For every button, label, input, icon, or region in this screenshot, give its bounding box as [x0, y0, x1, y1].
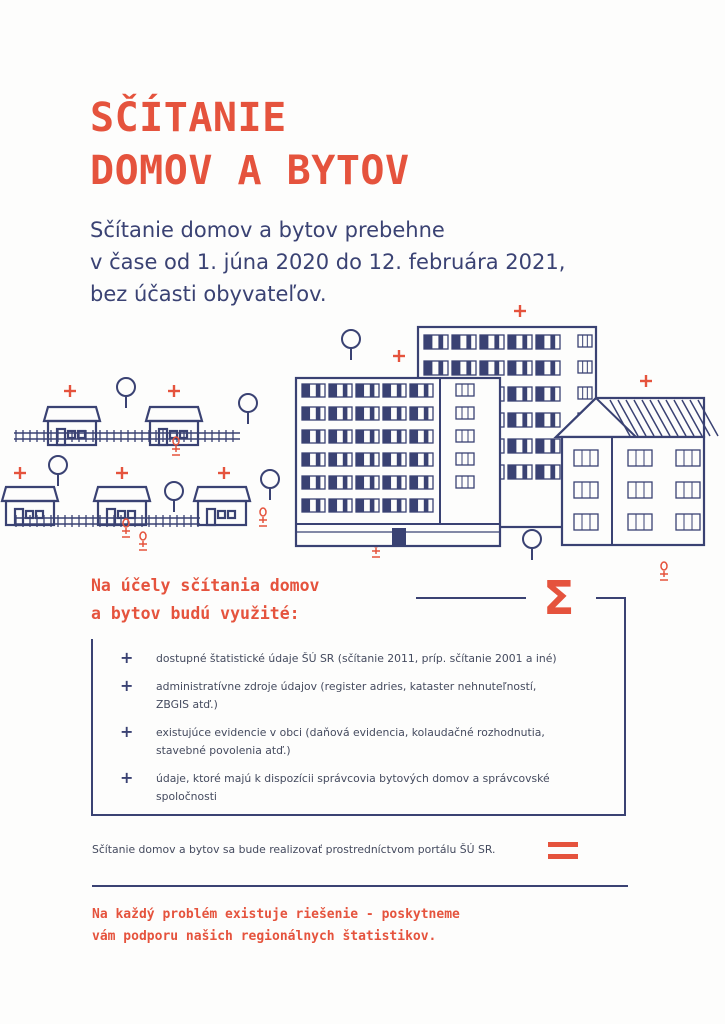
sources-heading-line-1: Na účely sčítania domov: [91, 576, 320, 595]
plus-icon: +: [120, 722, 134, 741]
intro-line-3: bez účasti obyvateľov.: [90, 282, 327, 306]
source-item-text: administratívne zdroje údajov (register adries, kataster nehnuteľností, ZBGIS atď.): [156, 680, 537, 711]
intro-line-1: Sčítanie domov a bytov prebehne: [90, 218, 445, 242]
support-note: [92, 904, 460, 948]
support-note-line-1: Na každý problém existuje riešenie - poskytneme: [92, 907, 460, 922]
source-item: [120, 678, 565, 714]
title-line-2: DOMOV A BYTOV: [90, 148, 410, 194]
sigma-icon: Σ: [543, 571, 575, 625]
plus-icon: +: [120, 648, 134, 667]
sources-list: [120, 650, 565, 816]
source-item: [120, 770, 565, 806]
sources-heading-line-2: a bytov budú využité:: [91, 604, 300, 623]
portal-note: Sčítanie domov a bytov sa bude realizovať prostredníctvom portálu ŠÚ SR.: [92, 843, 496, 856]
support-note-line-2: vám podporu našich regionálnych štatistikov.: [92, 929, 437, 944]
source-item-text: údaje, ktoré majú k dispozícii správcovia bytových domov a správcovské spoločnosti: [156, 772, 550, 803]
sources-heading: [91, 572, 319, 628]
title-line-1: SČÍTANIE: [90, 95, 287, 141]
intro-line-2: v čase od 1. júna 2020 do 12. februára 2021,: [90, 250, 566, 274]
source-item-text: existujúce evidencie v obci (daňová evidencia, kolaudačné rozhodnutia, stavebné povolenia atď.): [156, 726, 545, 757]
source-item: [120, 650, 565, 668]
equals-icon: [548, 842, 578, 860]
source-item-text: dostupné štatistické údaje ŠÚ SR (sčítanie 2011, príp. sčítanie 2001 a iné): [156, 652, 557, 665]
source-item: [120, 724, 565, 760]
plus-icon: +: [120, 676, 134, 695]
plus-icon: +: [120, 768, 134, 787]
